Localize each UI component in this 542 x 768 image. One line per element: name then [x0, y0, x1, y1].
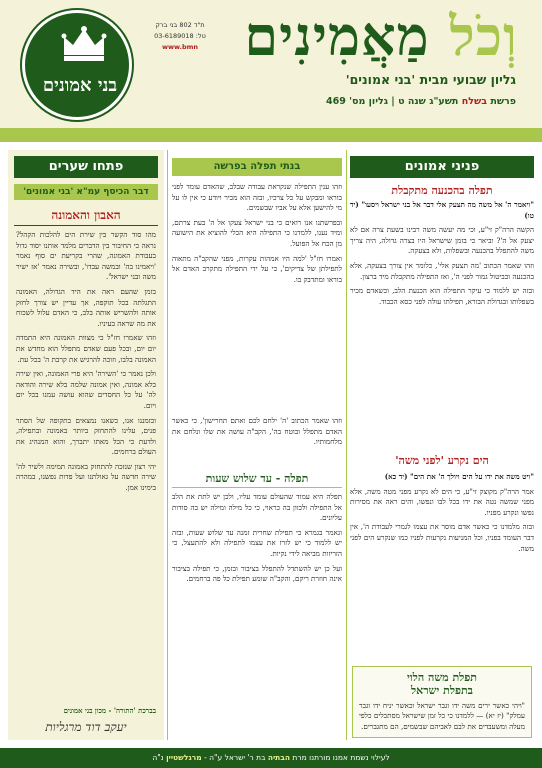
signature: יעקב דוד מרגליות: [45, 720, 127, 734]
article-paragraph: וזהו שאמרו חז"ל כי מצוות האמונה היא התמדה יום יום, ובכל פעם שאדם מתפלל הוא מחדש את האמונה בלבו, וזוכה להרגיש את קרבת ה' בכל עת.: [16, 333, 156, 364]
issue-number: 469: [325, 96, 346, 107]
article-body: [350, 472, 534, 662]
column-divider: [167, 150, 168, 740]
masthead: [0, 0, 542, 140]
article-body: [172, 182, 342, 412]
section-tab-pninei-emunim: פניני אמונים: [350, 156, 534, 178]
contact-info: [142, 20, 218, 53]
dedication-footer: [0, 748, 542, 768]
middle-column: [172, 150, 342, 740]
section-tab-pitchu-shearim: פתחו שערים: [14, 156, 158, 178]
article-paragraph: יהי רצון שנזכה להתחזק באמונה תמימה ולשיר לה' שירה חדשה על גאולתנו ועל פדות נפשנו, במהרה בימינו אמן.: [16, 461, 156, 493]
box-body: "ויהי כאשר ירים משה ידו וגבר ישראל וכאשר יניח ידו וגבר עמלק" (יז יא) — ללמדנו כי כל זמן שישראל מסתכלים כלפי מעלה ומשעבדים את לבם לאביהם שבשמים, הם מתגברים.: [359, 701, 525, 731]
footer-name: הבתיה: [267, 753, 291, 762]
box-subheading: בתפלת ישראל: [411, 684, 473, 697]
issue-info: [206, 96, 516, 107]
newsletter-subtitle: גליון שבועי מבית 'בני אמונים': [345, 72, 516, 87]
section-tab-tefila: בנתי תפלה בפרשה: [172, 158, 342, 176]
article-paragraph: ועל כן יש להשתדל להתפלל בציבור ובזמן, כי תפילה בציבור אינה חוזרת ריקם, והקב"ה שומע תפילת כל פה ברחמים.: [172, 563, 342, 584]
article-heading: האבון והאמונה: [14, 208, 158, 226]
contact-phone: טל: 03-6189018: [154, 32, 206, 40]
title-second-word: מַאֲמִינִים: [244, 4, 430, 68]
column-divider: [346, 150, 347, 740]
article-paragraph: בזמן שהעם ראה את היד הגדולה, האמונה התגלתה בכל תוקפה, אך עדיין יש צורך לחזק אותה ולהשריש אותה בלב, כי האדם עלול לשכוח את מה שראה בעיניו.: [16, 286, 156, 328]
logo-name: בני אמונים: [42, 75, 118, 96]
article-paragraph: אמר הרה"ק מקוצק זי"ע, כי הים לא נקרע מפני מטה משה, אלא מפני שמשה נטה את ידו בכל לבו ונפשו, והים ראה את מסירות נפשו ונקרע מפניו.: [350, 486, 534, 517]
article-paragraph: ובזה מלמדנו כי כאשר אדם מוסר את עצמו לגמרי לעבודת ה', אין דבר העומד בפניו, וכל המניעות נקרעות לפניו כמו שנקרע הים לפני משה.: [350, 522, 534, 553]
article-paragraph: ובזמננו אנו, כשאנו נמצאים בתקופה של הסתר פנים, עלינו להתחזק ביותר באמונה ובתפילה, ולדעת כי הכל מאתו יתברך, והוא המנהיג את העולם ברחמים.: [16, 415, 156, 457]
sidebar-byline: דבר הכיסף עמ"א 'בני אמונים': [14, 184, 158, 200]
highlight-box: [352, 666, 532, 738]
contact-address: ת"ד 802 בני ברק: [155, 21, 205, 29]
article-paragraph: תפלה היא עמוד שהעולם עומד עליו, ולכן יש לתת את הלב אל התפילה ולכוון בה כראוי, כי כל מילה ומילה יש בה סודות עליונים.: [172, 492, 342, 523]
article-heading: תפלה בהכנעה מתקבלת: [391, 184, 493, 197]
header-divider-band: [0, 128, 542, 142]
article-paragraph: "ויאמר ה' אל משה מה תצעק אלי דבר אל בני ישראל ויסעו" (יד טו): [350, 200, 534, 220]
newsletter-title: [218, 6, 518, 66]
crown-icon: [59, 23, 109, 63]
issue-year: תשע"ג: [429, 96, 459, 107]
footer-suffix: נ"ה: [152, 753, 164, 762]
article-paragraph: וזהו ענין התפילה שנקראת עבודה שבלב, שהאדם עומד לפני בוראו ומבקש על כל צרכיו, ובזה הוא מכיר ויודע כי אין לו על מי להישען אלא על אביו שבשמים.: [172, 182, 342, 213]
article-paragraph: ואמרו חז"ל 'למה היו אמהות עקרות, מפני שהקב"ה מתאוה לתפילתן של צדיקים', כי על ידי התפילה מתקרב האדם אל בוראו ומתדבק בו.: [172, 253, 342, 284]
issue-year-label: שנה ט: [398, 96, 426, 107]
article-paragraph: ולכן נאמר כי 'השירה' היא פרי האמונה, ואין שירה בלא אמונה, ואין אמונה שלמה בלא שירה והודאה לה' על כל החסדים שהוא עושה עמנו בכל יום ויום.: [16, 369, 156, 410]
article-paragraph: מהו סוד הקשר בין שירת הים להלכות הקהל? נראה כי החיבור בין הדברים מלמד אותנו יסוד גדול בעבודת האמונה, שהרי בקריעת ים סוף נאמר 'ויאמינו בה' ובמשה עבדו', ובשירה נאמר 'אז ישיר משה ובני ישראל'.: [16, 230, 156, 282]
article-paragraph: הקשה הרה"ק זי"ע, וכי מה יעשה משה רבינו בשעת צרה אם לא יצעק אל ה'? וביאר כי בזמן שישראל היו בצרה גדולה, היה צריך משה להתפלל בהכנעה ובשפלות, ולא בצעקה.: [350, 225, 534, 256]
sidebar-credit: בברכת 'התורה' - מכון בני אמונים: [63, 706, 156, 715]
article-paragraph: "ויט משה את ידו על הים ויולך ה' את הים" (יד כא): [384, 472, 534, 481]
footer-prefix: לעילוי נשמת אמנו מורתנו מרת: [292, 753, 390, 762]
logo-emblem: [22, 10, 132, 120]
article-heading: הים נקרע 'לפני משה': [395, 454, 489, 467]
right-column: [350, 150, 534, 740]
article-body: [172, 492, 342, 736]
article-paragraph: ובזה יש ללמוד כי עיקר התפילה הוא הכנעת הלב, וכשאדם מכיר בשפלותו ובגדולת הבורא, תפילתו עולה לפני כסא הכבוד.: [350, 286, 534, 306]
article-paragraph: ונאמר בגמרא כי תפילת שחרית זמנה עד שלוש שעות, ובזה יש ללמוד כי יש לזרז את עצמו לתפילה ולא להתעצל, כי הזריזות מביאה לידי נקיות.: [172, 527, 342, 558]
issue-separator: |: [391, 96, 395, 107]
article-body: [350, 200, 534, 448]
article-heading: תפלה - עד שלוש שעות: [172, 472, 342, 488]
footer-mid: בת ר' ישראל ע"ה -: [204, 753, 266, 762]
title-first-word: וְכֹל: [449, 4, 518, 68]
parsha-name: בשלח: [461, 96, 488, 107]
logo: [18, 6, 136, 126]
issue-number-label: גליון מס': [349, 96, 388, 107]
article-paragraph: וזהו שאמר הכתוב 'מה תצעק אלי', כלומר אין צורך בצעקה, אלא בהכנעה ובביטול גמור לפני ה', ואז התפילה מתקבלת מיד ברצון.: [350, 260, 534, 281]
article-paragraph: ובפרשתנו אנו רואים כי בני ישראל צעקו אל ה' בעת צרתם, ומיד נענו, ללמדנו כי התפילה היא הכלי להוציא את הישועה מן הכח אל הפועל.: [172, 217, 342, 248]
footer-family-name: מרגלשטיין: [166, 753, 202, 762]
parsha-label: פרשת: [490, 96, 516, 107]
sidebar-column: [8, 150, 164, 740]
article-body: [16, 230, 156, 700]
box-heading: תפלת משה הלוי: [406, 671, 477, 684]
article-body: וזהו שאמר הכתוב 'ה' ילחם לכם ואתם תחרישון', כי כאשר האדם מתפלל ובוטח בה', הקב"ה עושה את שלו ונלחם את מלחמותיו.: [172, 416, 342, 447]
contact-website[interactable]: www.bmn: [161, 43, 199, 51]
